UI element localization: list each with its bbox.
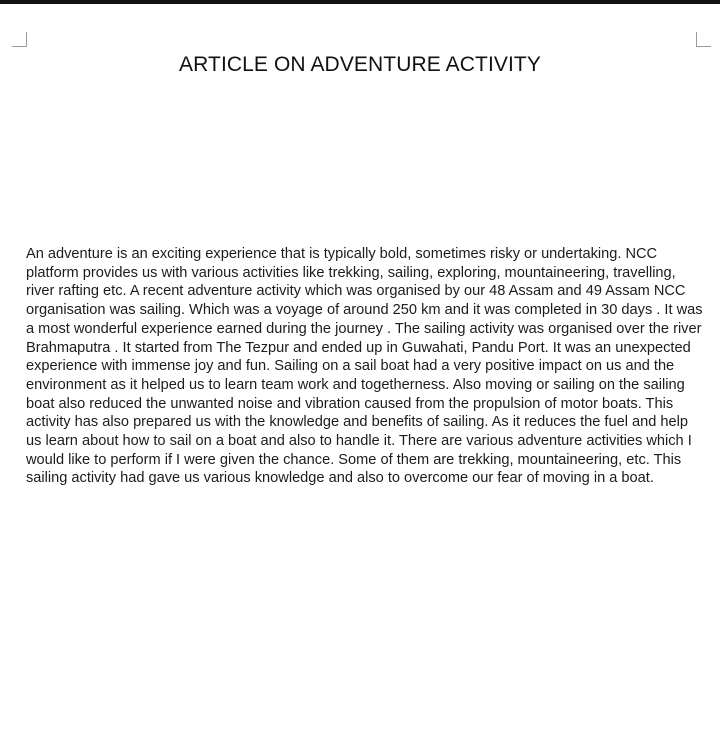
margin-corner-mark-right — [696, 32, 711, 47]
margin-corner-mark-left — [12, 32, 27, 47]
document-title: ARTICLE ON ADVENTURE ACTIVITY — [179, 53, 541, 76]
top-border — [0, 0, 720, 4]
article-body: An adventure is an exciting experience that is typically bold, sometimes risky or undertaking. NCC platform provides us with various activities like trekking, sailing, exploring, mountaineering, travelling, river rafting etc. A recent adventure activity which was organised by our 48 Assam and 49 Assam NCC organisation was sailing. Which was a voyage of around 250 km and it was completed in 30 days . It was a most wonderful experience earned during the journey . The sailing activity was organised over the river Brahmaputra . It started from The Tezpur and ended up in Guwahati, Pandu Port. It was an unexpected experience with immense joy and fun. Sailing on a sail boat had a very positive impact on us and the environment as it helped us to learn team work and togetherness. Also moving or sailing on the sailing boat also reduced the unwanted noise and vibration caused from the propulsion of motor boats. This activity has also prepared us with the knowledge and benefits of sailing. As it reduces the fuel and help us learn about how to sail on a boat and also to handle it. There are various adventure activities which I would like to perform if I were given the chance. Some of them are trekking, mountaineering, etc. This sailing activity had gave us various knowledge and also to overcome our fear of moving in a boat. — [26, 246, 703, 487]
